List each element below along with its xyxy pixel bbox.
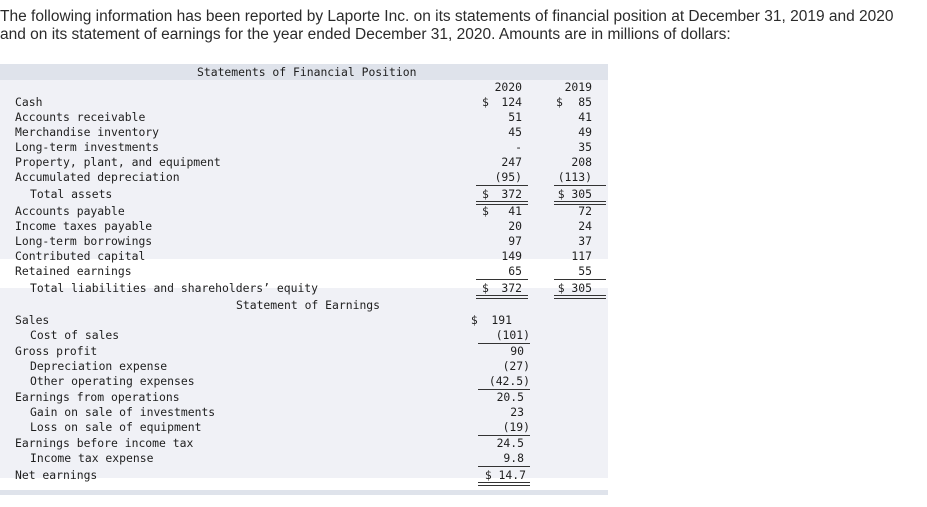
sfp-value-2020: 372 [501,281,522,295]
soe-row-label: Net earnings [15,468,98,482]
dollar-sign: $ [482,204,489,218]
sfp-col-2019: 2019 [564,80,592,94]
sfp-value-2020: - [515,140,522,154]
soe-row-label: Gain on sale of investments [30,405,216,419]
soe-row-label: Loss on sale of equipment [30,420,202,434]
sfp-value-2019: $ 305 [557,187,592,201]
soe-row-label: Cost of sales [30,328,120,342]
double-underline [478,482,530,486]
sfp-row-label: Accounts payable [15,204,125,218]
sfp-value-2019: 85 [578,95,592,109]
sfp-value-2019: (113) [557,170,592,184]
soe-row-label: Gross profit [15,344,98,358]
sfp-value-2019: 49 [578,125,592,139]
underline [476,279,528,280]
dollar-sign: $ [556,95,563,109]
sfp-title: Statements of Financial Position [197,65,417,79]
problem-intro [0,8,925,44]
soe-value: (101) [495,328,530,342]
sfp-value-2020: 247 [501,155,522,169]
sfp-col-2020: 2020 [494,80,522,94]
soe-row-label: Earnings from operations [15,390,180,404]
sfp-row-label: Long-term borrowings [15,234,153,248]
sfp-value-2020: 124 [501,95,522,109]
dollar-sign: $ [482,95,489,109]
double-underline [476,295,528,299]
sfp-row-label: Retained earnings [15,264,132,278]
sfp-value-2020: 65 [508,264,522,278]
sfp-row-label: Accounts receivable [15,110,146,124]
sfp-value-2020: 149 [501,249,522,263]
soe-value: (19) [502,420,530,434]
sfp-row-label: Accumulated depreciation [15,170,180,184]
soe-value: 24.5 [496,436,524,450]
soe-value: $ 14.7 [484,468,526,482]
sfp-total-label: Total liabilities and shareholders’ equity [30,281,319,295]
sfp-value-2019: 55 [578,264,592,278]
soe-row-label: Depreciation expense [30,359,168,373]
soe-title: Statement of Earnings [236,298,381,312]
sfp-value-2019: 208 [571,155,592,169]
soe-value: (42.5) [488,374,530,388]
sfp-value-2020: 20 [508,219,522,233]
sfp-value-2020: 97 [508,234,522,248]
underline [554,185,606,186]
underline [476,185,528,186]
sfp-row-label: Contributed capital [15,249,146,263]
soe-value: 9.8 [503,451,524,465]
dollar-sign: $ [482,187,489,201]
intro-line-2: and on its statement of earnings for the year ended December 31, 2020. Amounts are in millions of dollars: [0,26,731,43]
soe-row-label: Earnings before income tax [15,436,194,450]
soe-value: 90 [510,344,524,358]
soe-value: $ 191 [470,313,512,327]
sfp-total-label: Total assets [30,187,113,201]
sfp-value-2019: $ 305 [557,281,592,295]
underline [554,279,606,280]
sfp-row-label: Property, plant, and equipment [15,155,221,169]
sfp-value-2020: 41 [508,204,522,218]
sfp-value-2019: 24 [578,219,592,233]
underline [478,466,530,467]
intro-line-1: The following information has been reported by Laporte Inc. on its statements of financial position at December 31, 2019 and 2020 [0,8,894,25]
sfp-value-2020: 51 [508,110,522,124]
soe-value: (27) [502,359,530,373]
financial-statements-table [0,64,608,496]
double-underline [554,295,606,299]
table-footer-bar [0,490,608,495]
soe-value: 20.5 [496,390,524,404]
soe-row-label: Sales [15,313,50,327]
sfp-value-2019: 72 [578,204,592,218]
dollar-sign: $ [482,281,489,295]
sfp-value-2019: 35 [578,140,592,154]
sfp-value-2019: 37 [578,234,592,248]
soe-row-label: Income tax expense [30,451,154,465]
sfp-value-2020: 45 [508,125,522,139]
sfp-value-2019: 117 [571,249,592,263]
sfp-row-label: Long-term investments [15,140,160,154]
sfp-row-label: Merchandise inventory [15,125,160,139]
sfp-value-2019: 41 [578,110,592,124]
sfp-row-label: Income taxes payable [15,219,153,233]
sfp-row-label: Cash [15,95,43,109]
sfp-value-2020: (95) [494,170,522,184]
sfp-value-2020: 372 [501,187,522,201]
soe-row-label: Other operating expenses [30,374,195,388]
soe-value: 23 [510,405,524,419]
